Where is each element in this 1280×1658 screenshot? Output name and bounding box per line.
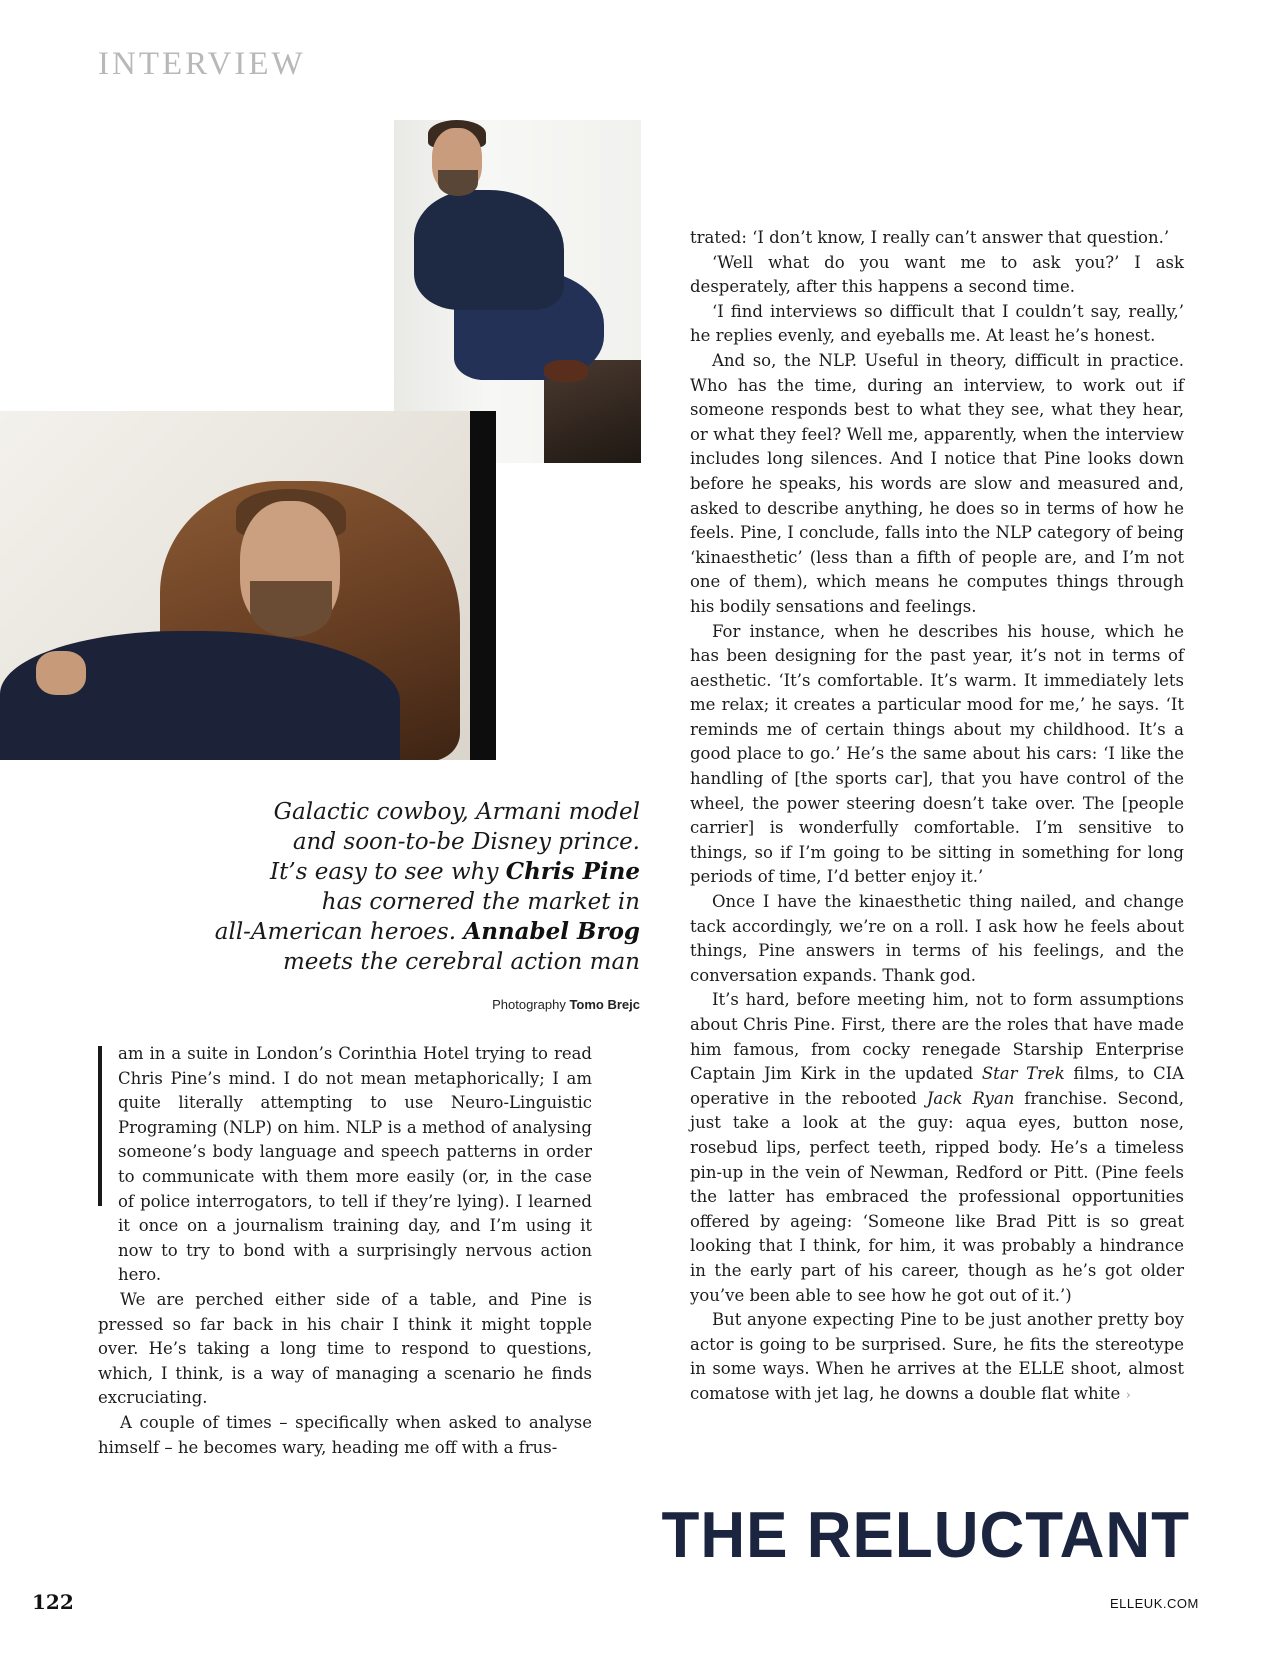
- section-label: INTERVIEW: [98, 46, 306, 82]
- subject-name: Chris Pine: [505, 858, 640, 885]
- photo-chris-pine-armchair: [0, 411, 496, 760]
- standfirst-line: It’s easy to see why Chris Pine: [270, 858, 640, 885]
- photo-credit: Photography Tomo Brejc: [492, 997, 640, 1012]
- paragraph: ‘Well what do you want me to ask you?’ I ask desperately, after this happens a second time.: [690, 252, 1184, 297]
- standfirst-line: has cornered the market in: [321, 889, 640, 915]
- paragraph: Once I have the kinaesthetic thing nailed, and change tack accordingly, we’re on a roll. I ask how he feels about things, Pine answers in terms of his feelings, and the conversation expands. Thank god.: [690, 892, 1184, 985]
- film-title: Star Trek: [981, 1064, 1065, 1084]
- body-column-right: [690, 226, 1184, 1409]
- paragraph: am in a suite in London’s Corinthia Hotel trying to read Chris Pine’s mind. I do not mean metaphorically; I am quite literally attempting to use Neuro-Linguistic Programing (NLP) on him. NLP is a method of analysing someone’s body language and speech patterns in order to communicate with them more easily (or, in the case of police interrogators, to tell if they’re lying). I learned it once on a journalism training day, and I’m using it now to try to bond with a surprisingly nervous action hero.: [118, 1044, 592, 1285]
- page-number: 122: [32, 1590, 74, 1614]
- standfirst-line: Galactic cowboy, Armani model: [273, 799, 640, 825]
- author-name: Annabel Brog: [463, 918, 640, 945]
- continue-arrow-icon: ›: [1125, 1387, 1131, 1403]
- standfirst-line: and soon-to-be Disney prince.: [292, 829, 640, 855]
- standfirst-line: meets the cerebral action man: [282, 949, 640, 975]
- paragraph: We are perched either side of a table, and Pine is pressed so far back in his chair I think it might topple over. He’s taking a long time to respond to questions, which, I think, is a way of managing a scenario he finds excruciating.: [98, 1289, 592, 1408]
- paragraph: For instance, when he describes his house, which he has been designing for the past year, it’s not in terms of aesthetic. ‘It’s comfortable. It’s warm. It immediately lets me relax; it creates a particular mood for me,’ he says. ‘It reminds me of certain things about my childhood. It’s a good place to go.’ He’s the same about his cars: ‘I like the handling of [the sports car], that you have control of the wheel, the power steering doesn’t take over. The [people carrier] is wonderfully comfortable. I’m sensitive to things, so if I’m going to be sitting in something for long periods of time, I’d better enjoy it.’: [690, 621, 1184, 887]
- paragraph: trated: ‘I don’t know, I really can’t answer that question.’: [690, 228, 1170, 247]
- paragraph: A couple of times – specifically when asked to analyse himself – he becomes wary, heading me off with a frus-: [98, 1412, 592, 1457]
- standfirst: [180, 797, 640, 977]
- paragraph: It’s hard, before meeting him, not to form assumptions about Chris Pine. First, there are the roles that have made him famous, from cocky renegade Starship Enterprise Captain Jim Kirk in the updated Star Trek films, to CIA operative in the rebooted Jack Ryan franchise. Second, just take a look at the guy: aqua eyes, button nose, rosebud lips, perfect teeth, ripped body. He’s a timeless pin-up in the vein of Newman, Redford or Pitt. (Pine feels the latter has embraced the professional opportunities offered by ageing: ‘Someone like Brad Pitt is so great looking that I think, for him, it was probably a hindrance in the early part of his career, though as he’s got older you’ve been able to see how he got out of it.’): [690, 990, 1184, 1305]
- paragraph: And so, the NLP. Useful in theory, difficult in practice. Who has the time, during an interview, to work out if someone responds best to what they see, what they hear, or what they feel? Well me, apparently, when the interview includes long silences. And I notice that Pine looks down before he speaks, his words are slow and measured and, asked to describe anything, he does so in terms of how he feels. Pine, I conclude, falls into the NLP category of being ‘kinaesthetic’ (less than a fifth of people are, and I’m not one of them), which means he computes things through his bodily sensations and feelings.: [690, 350, 1184, 616]
- standfirst-line: all-American heroes. Annabel Brog: [214, 918, 640, 945]
- paragraph: ‘I find interviews so difficult that I couldn’t say, really,’ he replies evenly, and eyeballs me. At least he’s honest.: [690, 301, 1184, 346]
- photographer-name: Tomo Brejc: [569, 997, 640, 1012]
- paragraph: But anyone expecting Pine to be just another pretty boy actor is going to be surprised. Sure, he fits the stereotype in some ways. When he arrives at the ELLE shoot, almost comatose with jet lag, he downs a double flat white ›: [690, 1310, 1184, 1403]
- film-title: Jack Ryan: [926, 1088, 1015, 1108]
- body-column-left: [98, 1042, 592, 1460]
- site-url: ELLEUK.COM: [1110, 1596, 1199, 1611]
- headline: THE RELUCTANT: [661, 1499, 1190, 1572]
